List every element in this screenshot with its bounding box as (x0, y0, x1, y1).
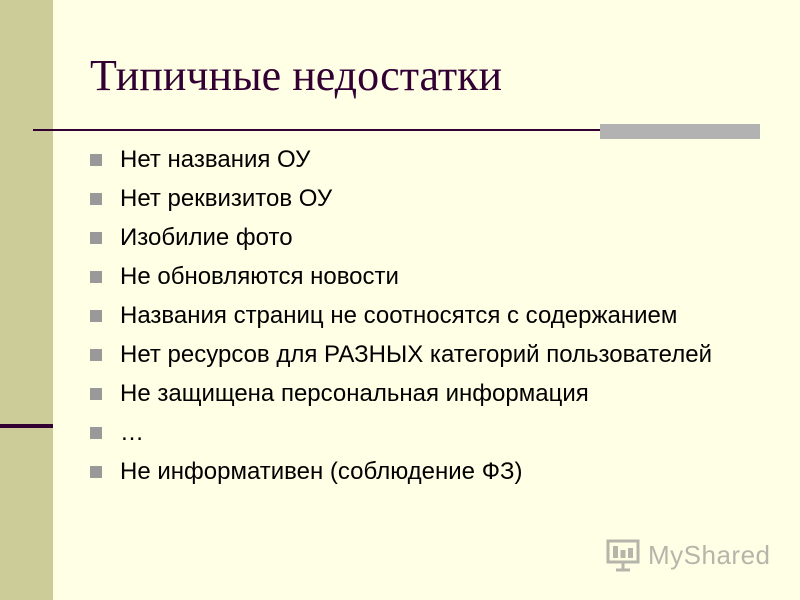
title-divider-block (600, 124, 760, 139)
bullet-text: Названия страниц не соотносятся с содержанием (120, 302, 678, 329)
watermark-text: MyShared (648, 539, 771, 570)
bullet-text: Нет названия ОУ (120, 146, 311, 173)
bullet-text: Не обновляются новости (120, 263, 399, 290)
left-decorative-band (0, 0, 53, 600)
bullet-item (90, 417, 770, 448)
square-bullet-icon (90, 232, 102, 244)
square-bullet-icon (90, 466, 102, 478)
square-bullet-icon (90, 193, 102, 205)
bullet-text: Не защищена персональная информация (120, 380, 589, 407)
bullet-item (90, 222, 770, 253)
bullet-text: Изобилие фото (120, 224, 293, 251)
bullet-item (90, 378, 770, 409)
square-bullet-icon (90, 154, 102, 166)
bullet-item (90, 300, 770, 331)
left-accent-bar (0, 424, 53, 428)
bullet-text: Нет ресурсов для РАЗНЫХ категорий пользователей (120, 341, 712, 368)
square-bullet-icon (90, 310, 102, 322)
bullet-text: Не информативен (соблюдение ФЗ) (120, 458, 523, 485)
bullet-text: … (120, 419, 144, 446)
bullet-item (90, 144, 770, 175)
square-bullet-icon (90, 388, 102, 400)
slide-title: Типичные недостатки (90, 51, 503, 100)
square-bullet-icon (90, 427, 102, 439)
bullet-item (90, 456, 770, 487)
bullet-text: Нет реквизитов ОУ (120, 185, 333, 212)
presentation-board-icon (606, 538, 640, 572)
bullet-item (90, 339, 770, 370)
square-bullet-icon (90, 271, 102, 283)
bullet-list (90, 144, 770, 487)
watermark-logo (606, 535, 771, 575)
bullet-item (90, 183, 770, 214)
square-bullet-icon (90, 349, 102, 361)
bullet-item (90, 261, 770, 292)
